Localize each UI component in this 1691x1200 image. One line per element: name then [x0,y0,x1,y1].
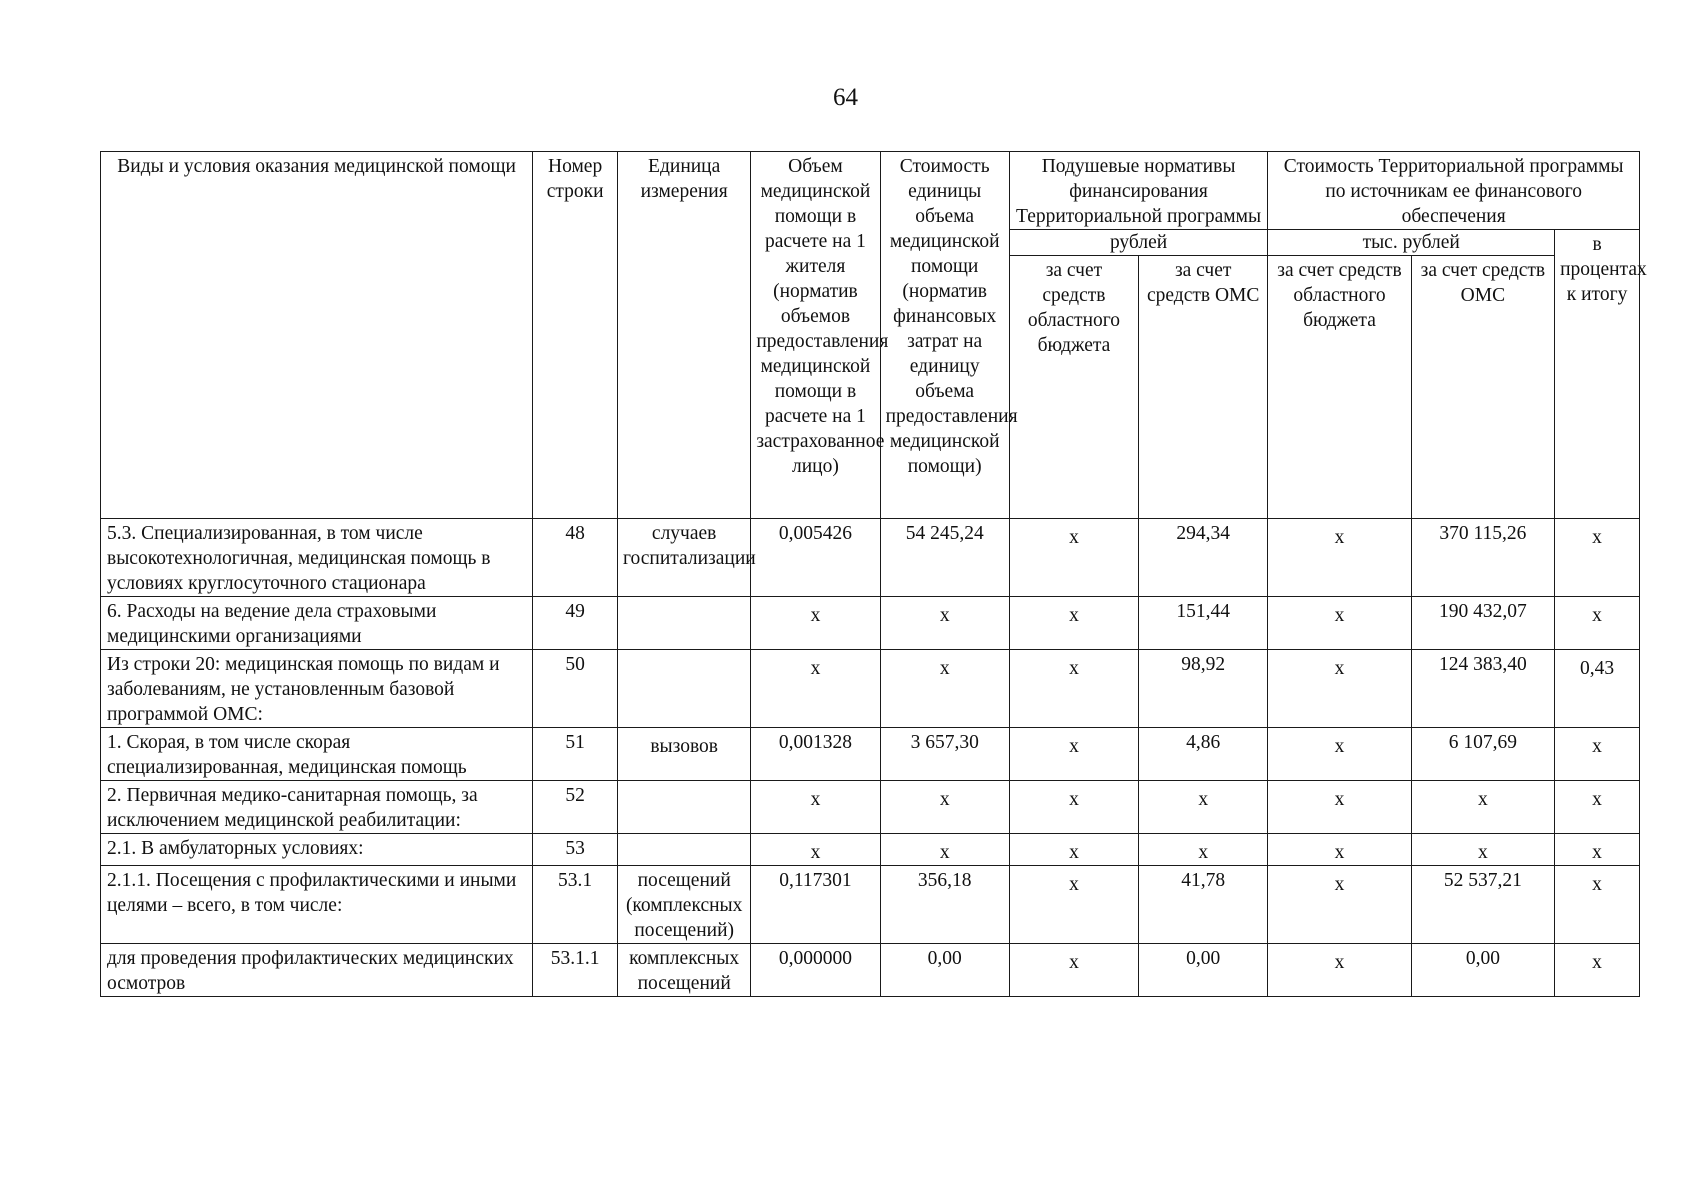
cell-volume: х [751,650,880,728]
cell-pc-budget: х [1009,781,1138,834]
header-volume: Объем медицинской помощи в расчете на 1 жителя (норматив объемов предоставления медицинской помощи в расчете на 1 застрахованное лицо) [751,152,880,519]
financing-table [100,151,1647,997]
cell-tc-oms: 124 383,40 [1411,650,1554,728]
header-row-1 [101,152,1640,230]
table-row [101,944,1640,997]
cell-volume: х [751,781,880,834]
header-unit-thous-rub: тыс. рублей [1268,230,1555,256]
cell-tc-budget: х [1268,597,1411,650]
header-unit-cost: Стоимость единицы объема медицинской помощи (норматив финансовых затрат на единицу объема предоставления медицинской помощи) [880,152,1009,519]
cell-percent: 0,43 [1555,650,1640,728]
cell-pc-budget: х [1009,519,1138,597]
cell-pc-budget: х [1009,728,1138,781]
cell-volume: х [751,834,880,866]
cell-pc-budget: х [1009,944,1138,997]
cell-percent: х [1555,944,1640,997]
cell-percent: х [1555,597,1640,650]
header-row-number: Номер строки [533,152,618,519]
cell-kind: 2.1.1. Посещения с профилактическими и иными целями – всего, в том числе: [101,866,533,944]
cell-tc-budget: х [1268,781,1411,834]
cell-kind: 2.1. В амбулаторных условиях: [101,834,533,866]
header-pc-oms: за счет средств ОМС [1139,256,1268,519]
header-percent: в процентах к итогу [1555,230,1640,519]
cell-cost: х [880,597,1009,650]
cell-pc-oms: 98,92 [1139,650,1268,728]
cell-cost: х [880,650,1009,728]
cell-tc-oms: х [1411,834,1554,866]
cell-cost: 356,18 [880,866,1009,944]
cell-kind: для проведения профилактических медицинских осмотров [101,944,533,997]
cell-tc-oms: 0,00 [1411,944,1554,997]
cell-tc-oms: х [1411,781,1554,834]
cell-unit [618,597,751,650]
cell-row-number: 53.1.1 [533,944,618,997]
cell-unit [618,650,751,728]
table-row [101,519,1640,597]
cell-row-number: 53.1 [533,866,618,944]
cell-tc-budget: х [1268,944,1411,997]
cell-pc-budget: х [1009,597,1138,650]
cell-tc-budget: х [1268,519,1411,597]
cell-pc-oms: 4,86 [1139,728,1268,781]
cell-percent: х [1555,728,1640,781]
header-tc-budget: за счет средств областного бюджета [1268,256,1411,519]
header-per-capita-group: Подушевые нормативы финансирования Территориальной программы [1009,152,1268,230]
cell-percent: х [1555,866,1640,944]
header-tc-oms: за счет средств ОМС [1411,256,1554,519]
header-kind: Виды и условия оказания медицинской помощи [101,152,533,519]
cell-pc-oms: х [1139,834,1268,866]
cell-tc-budget: х [1268,728,1411,781]
table-row [101,834,1640,866]
cell-unit: комплексных посещений [618,944,751,997]
cell-pc-budget: х [1009,834,1138,866]
cell-row-number: 49 [533,597,618,650]
header-total-cost-group: Стоимость Территориальной программы по источникам ее финансового обеспечения [1268,152,1640,230]
cell-unit: посещений (комплексных посещений) [618,866,751,944]
cell-volume: х [751,597,880,650]
cell-cost: 54 245,24 [880,519,1009,597]
cell-kind: 6. Расходы на ведение дела страховыми медицинскими организациями [101,597,533,650]
page-number: 64 [833,84,858,111]
cell-tc-budget: х [1268,866,1411,944]
cell-cost: х [880,781,1009,834]
cell-tc-oms: 6 107,69 [1411,728,1554,781]
cell-pc-oms: 151,44 [1139,597,1268,650]
cell-pc-budget: х [1009,650,1138,728]
cell-tc-budget: х [1268,650,1411,728]
table-row [101,866,1640,944]
cell-pc-oms: х [1139,781,1268,834]
cell-cost: 0,00 [880,944,1009,997]
cell-tc-oms: 190 432,07 [1411,597,1554,650]
cell-cost: х [880,834,1009,866]
cell-tc-oms: 52 537,21 [1411,866,1554,944]
table-row [101,728,1640,781]
cell-kind: 1. Скорая, в том числе скорая специализированная, медицинская помощь [101,728,533,781]
cell-volume: 0,005426 [751,519,880,597]
header-pc-budget: за счет средств областного бюджета [1009,256,1138,519]
cell-pc-budget: х [1009,866,1138,944]
cell-pc-oms: 294,34 [1139,519,1268,597]
cell-tc-oms: 370 115,26 [1411,519,1554,597]
cell-percent: х [1555,834,1640,866]
cell-pc-oms: 0,00 [1139,944,1268,997]
cell-unit [618,834,751,866]
cell-unit: вызовов [618,728,751,781]
cell-row-number: 50 [533,650,618,728]
cell-percent: х [1555,781,1640,834]
cell-kind: Из строки 20: медицинская помощь по видам и заболеваниям, не установленным базовой программой ОМС: [101,650,533,728]
cell-kind: 5.3. Специализированная, в том числе высокотехнологичная, медицинская помощь в условиях круглосуточного стационара [101,519,533,597]
cell-volume: 0,000000 [751,944,880,997]
cell-row-number: 48 [533,519,618,597]
cell-row-number: 52 [533,781,618,834]
cell-unit: случаев госпитализации [618,519,751,597]
cell-percent: х [1555,519,1640,597]
cell-unit [618,781,751,834]
cell-pc-oms: 41,78 [1139,866,1268,944]
cell-tc-budget: х [1268,834,1411,866]
cell-cost: 3 657,30 [880,728,1009,781]
header-unit: Единица измерения [618,152,751,519]
header-unit-rub: рублей [1009,230,1268,256]
table-row [101,650,1640,728]
cell-row-number: 51 [533,728,618,781]
cell-row-number: 53 [533,834,618,866]
cell-kind: 2. Первичная медико-санитарная помощь, за исключением медицинской реабилитации: [101,781,533,834]
cell-volume: 0,117301 [751,866,880,944]
cell-volume: 0,001328 [751,728,880,781]
table-row [101,781,1640,834]
table-row [101,597,1640,650]
